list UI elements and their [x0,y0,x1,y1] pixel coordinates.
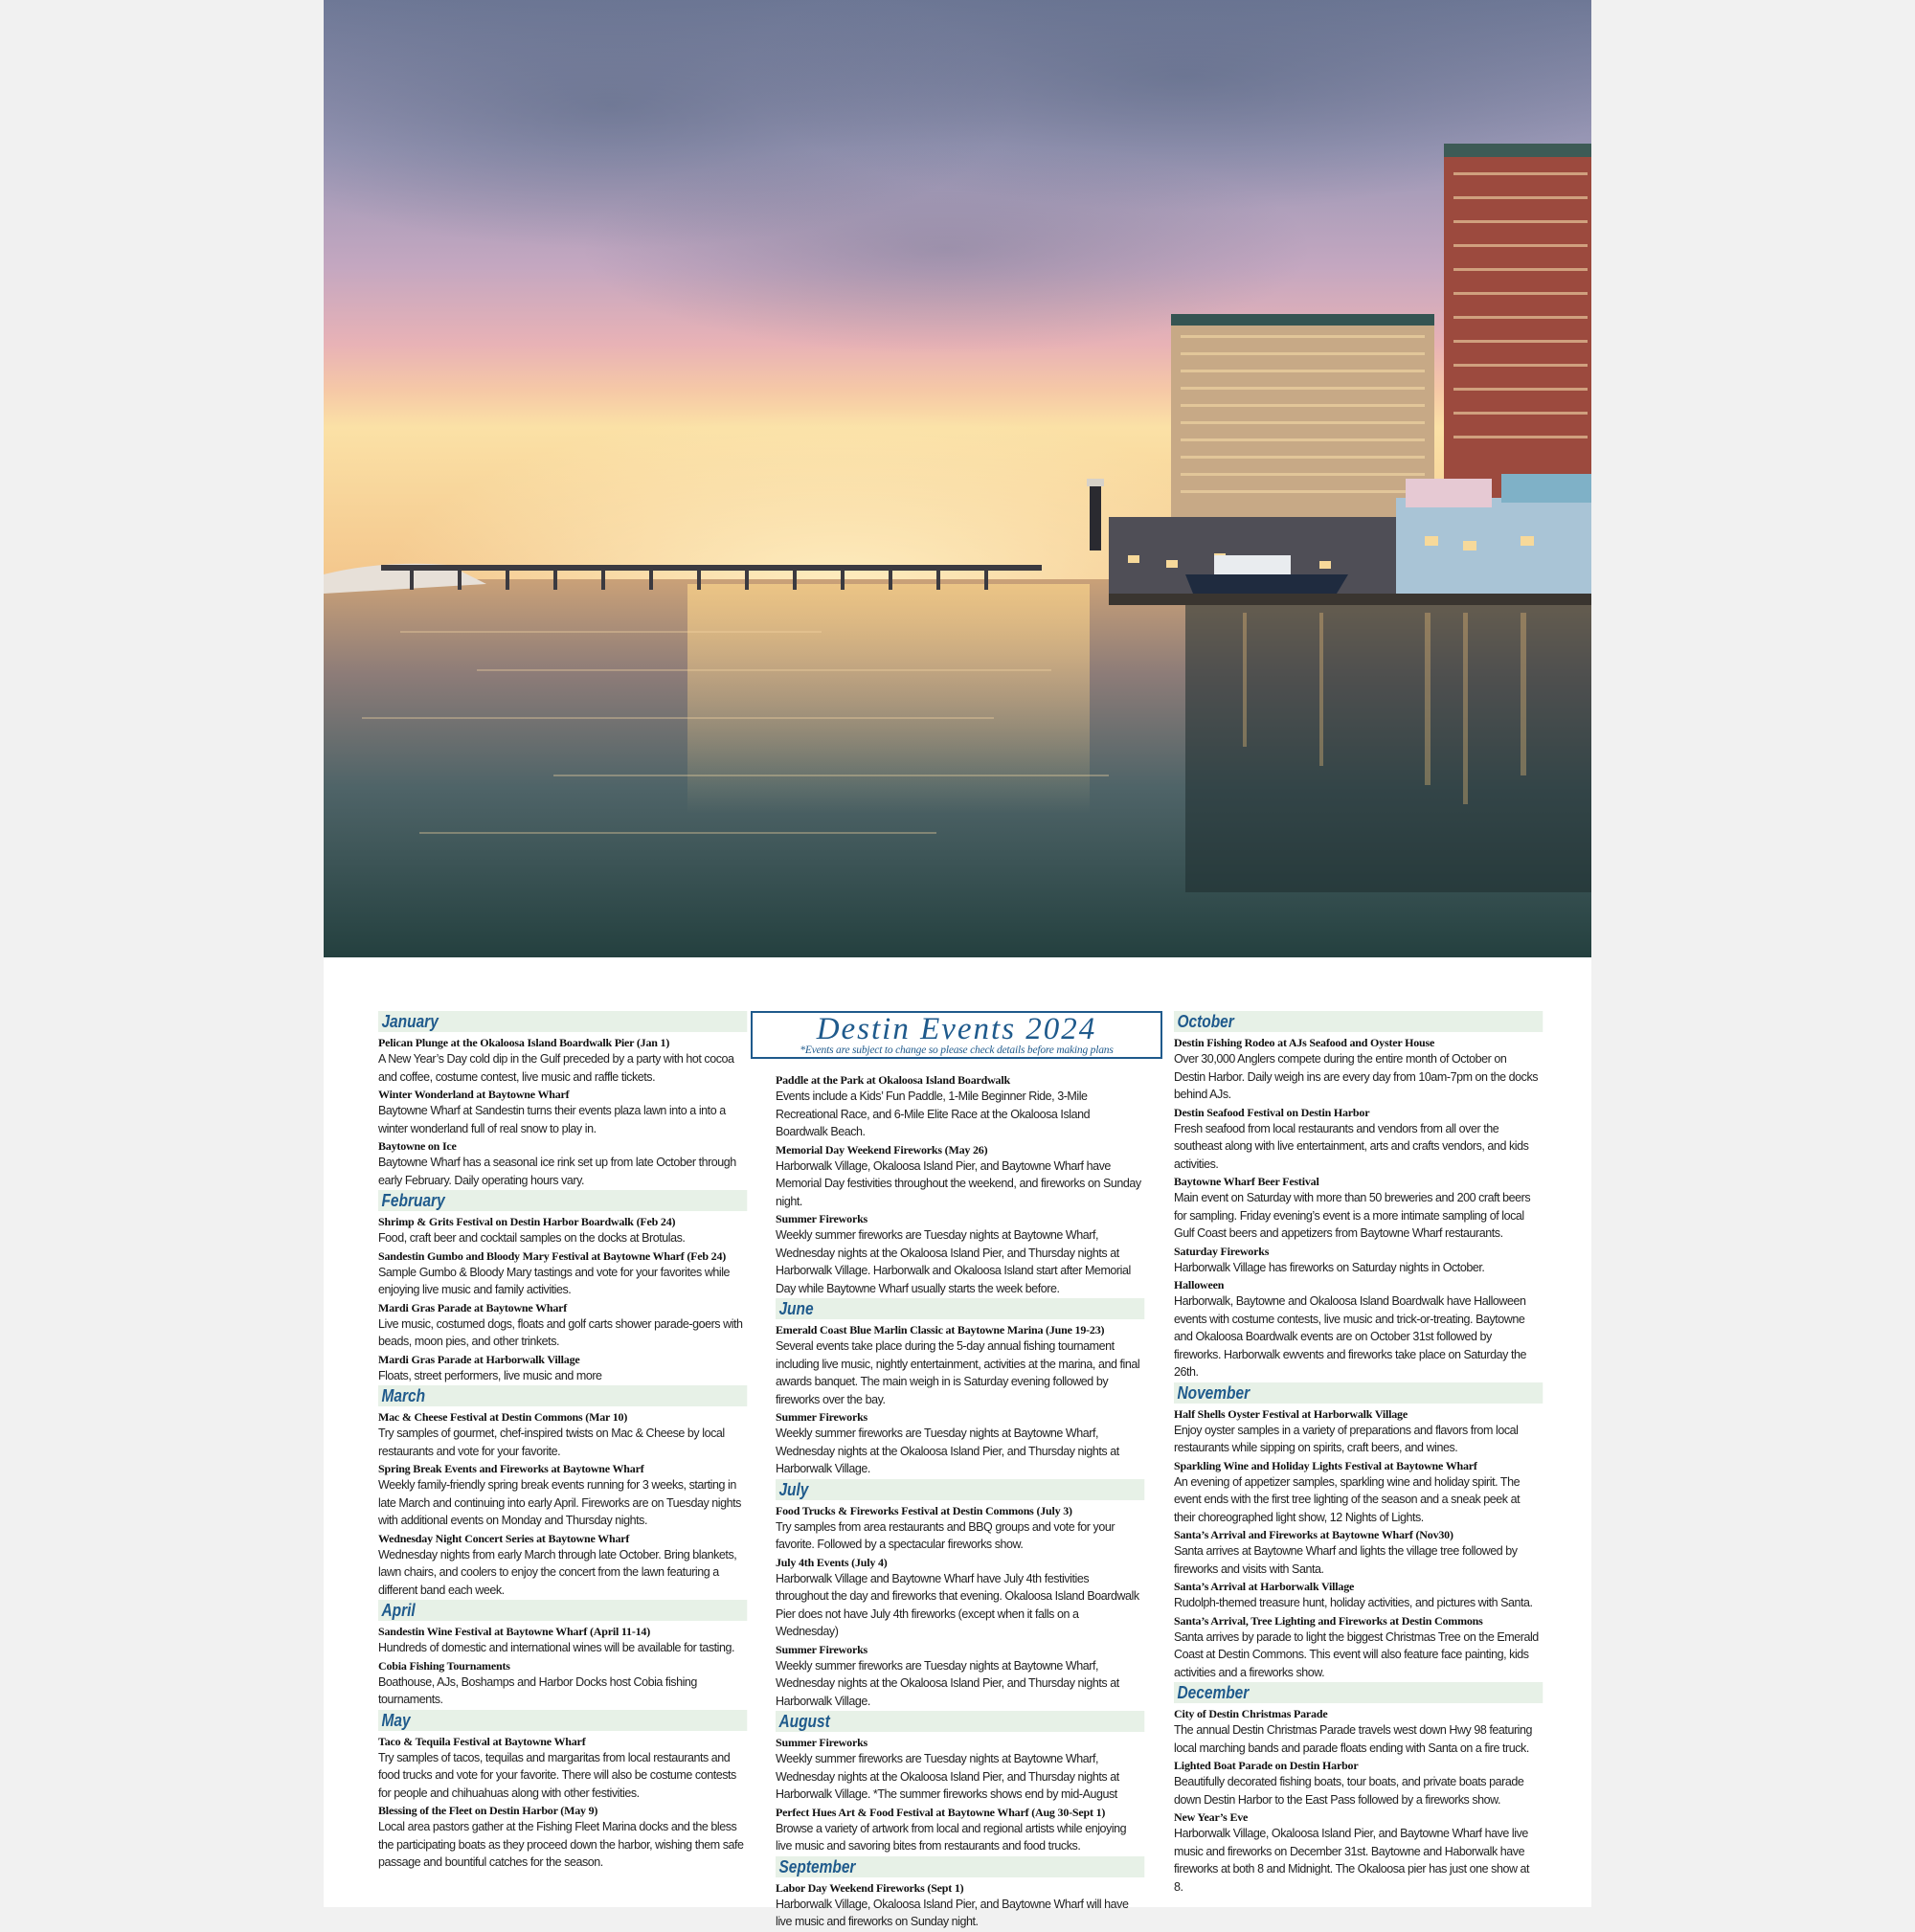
month-heading: September [776,1856,1144,1877]
event-title: Blessing of the Fleet on Destin Harbor (May 9) [378,1804,598,1817]
event-description: Main event on Saturday with more than 50 breweries and 200 craft beers for sampling. Friday evening’s event is a more intimate sampling of local Gulf Coast beers and appetizers from Baytowne Wharf restaurants. [1174,1191,1531,1240]
event-title: Santa’s Arrival at Harborwalk Village [1174,1580,1355,1593]
left-column [378,1011,744,1873]
month-heading: May [378,1710,747,1731]
event-title: Sparkling Wine and Holiday Lights Festival at Baytowne Wharf [1174,1458,1477,1472]
event-description: A New Year’s Day cold dip in the Gulf preceded by a party with hot cocoa and coffee, costume contest, live music and raffle tickets. [378,1052,734,1084]
event-description: Floats, street performers, live music and more [378,1368,602,1382]
harbor-sunset-photo [324,0,1591,957]
event-title: Santa’s Arrival and Fireworks at Baytowne Wharf (Nov30) [1174,1528,1453,1541]
event-title: Cobia Fishing Tournaments [378,1658,510,1673]
event-title: Baytowne Wharf Beer Festival [1174,1175,1319,1188]
events-header [751,1011,1162,1059]
event-title: Winter Wonderland at Baytowne Wharf [378,1088,570,1101]
event-title: Food Trucks & Fireworks Festival at Destin Commons (July 3) [776,1503,1072,1517]
event-title: Shrimp & Grits Festival on Destin Harbor Boardwalk (Feb 24) [378,1215,676,1228]
event-description: Weekly summer fireworks are Tuesday nights at Baytowne Wharf, Wednesday nights at the Okaloosa Island Pier, and Thursday nights at Harborwalk Village. [776,1658,1119,1708]
month-heading: June [776,1298,1144,1319]
middle-column [751,1011,1168,1932]
event-description: Several events take place during the 5-day annual fishing tournament including live music, nightly entertainment, activities at the marina, and final awards banquet. The main weigh in is Saturday evening followed by fireworks over the bay. [776,1339,1140,1406]
event-description: Enjoy oyster samples in a variety of preparations and flavors from local restaurants while sipping on spirits, craft beers, and wines. [1174,1423,1519,1454]
event-description: Santa arrives at Baytowne Wharf and lights the village tree followed by fireworks and visits with Santa. [1174,1544,1518,1576]
page [324,0,1591,1928]
event-description: Harborwalk Village, Okaloosa Island Pier, and Baytowne Wharf have live music and fireworks on December 31st. Baytowne and Haborwalk have fireworks at both 8 and Midnight. The Okaloosa pier has just one show at 8. [1174,1827,1530,1894]
event-description: Harborwalk Village has fireworks on Saturday nights in October. [1174,1260,1485,1274]
right-column [1174,1011,1540,1897]
disclaimer-note: *Events are subject to change so please check details before making plans [800,1045,1114,1056]
event-description: Santa arrives by parade to light the biggest Christmas Tree on the Emerald Coast at Destin Commons. This event will also feature face painting, kids activities and a fireworks show. [1174,1629,1539,1679]
event-description: Harborwalk, Baytowne and Okaloosa Island Boardwalk have Halloween events with costume contests, live music and trick-or-treating. Baytowne and Okaloosa Boardwalk events are on October 31st followed by fireworks. Harborwalk ewvents and fireworks take place on Saturday the 26th. [1174,1294,1526,1379]
event-description: Local area pastors gather at the Fishing Fleet Marina docks and the bless the participating boats as they proceed down the harbor, wishing them safe passage and bountiful catches for the season. [378,1820,744,1869]
month-heading: October [1174,1011,1543,1032]
event-description: Try samples from area restaurants and BBQ groups and vote for your favorite. Followed by a spectacular fireworks show. [776,1519,1115,1551]
event-title: Memorial Day Weekend Fireworks (May 26) [776,1142,988,1157]
event-title: Pelican Plunge at the Okaloosa Island Boardwalk Pier (Jan 1) [378,1036,670,1049]
event-description: Baytowne Wharf has a seasonal ice rink set up from late October through early February. Daily operating hours vary. [378,1156,736,1187]
event-title: New Year’s Eve [1174,1810,1249,1824]
event-title: Labor Day Weekend Fireworks (Sept 1) [776,1880,964,1895]
month-heading: December [1174,1682,1543,1703]
event-title: Summer Fireworks [776,1212,868,1225]
event-title: July 4th Events (July 4) [776,1555,888,1569]
event-title: Wednesday Night Concert Series at Baytowne Wharf [378,1531,630,1545]
event-title: Destin Fishing Rodeo at AJs Seafood and Oyster House [1174,1036,1435,1049]
event-description: Rudolph-themed treasure hunt, holiday activities, and pictures with Santa. [1174,1596,1533,1609]
event-description: Weekly summer fireworks are Tuesday nights at Baytowne Wharf, Wednesday nights at the Okaloosa Island Pier, and Thursday nights at Harborwalk Village. Harborwalk and Okaloosa Island start after Memorial Day while Baytowne Wharf usually starts the week before. [776,1228,1131,1295]
event-description: Weekly summer fireworks are Tuesday nights at Baytowne Wharf, Wednesday nights at the Okaloosa Island Pier, and Thursday nights at Harborwalk Village. *The summer fireworks shows end by mid-August [776,1752,1119,1801]
event-description: Baytowne Wharf at Sandestin turns their events plaza lawn into a into a winter wonderland full of real snow to play in. [378,1104,726,1135]
event-title: Emerald Coast Blue Marlin Classic at Baytowne Marina (June 19-23) [776,1323,1105,1337]
month-heading: March [378,1385,747,1406]
event-title: Sandestin Gumbo and Bloody Mary Festival at Baytowne Wharf (Feb 24) [378,1248,727,1263]
event-description: Sample Gumbo & Bloody Mary tastings and vote for your favorites while enjoying live music and family activities. [378,1265,731,1296]
event-description: Try samples of gourmet, chef-inspired twists on Mac & Cheese by local restaurants and vote for your favorite. [378,1427,725,1458]
event-description: Boathouse, AJs, Boshamps and Harbor Docks host Cobia fishing tournaments. [378,1674,697,1706]
event-description: Events include a Kids’ Fun Paddle, 1-Mile Beginner Ride, 3-Mile Recreational Race, and 6-Mile Elite Race at the Okaloosa Island Boardwalk Beach. [776,1090,1091,1138]
page-title: Destin Events 2024 [816,1012,1097,1046]
event-title: Destin Seafood Festival on Destin Harbor [1174,1105,1370,1119]
month-heading: November [1174,1382,1543,1404]
event-description: Weekly family-friendly spring break events running for 3 weeks, starting in late March and continuing into early April. Fireworks are on Tuesday nights with additional events on Monday and Thursday nights. [378,1478,741,1527]
event-description: Food, craft beer and cocktail samples on the docks at Brotulas. [378,1231,686,1245]
event-title: Summer Fireworks [776,1410,868,1424]
month-heading: August [776,1711,1144,1732]
event-description: Harborwalk Village and Baytowne Wharf have July 4th festivities throughout the day and fireworks that evening. Okaloosa Island Boardwalk Pier does not have July 4th fireworks (except when it falls on a Wednesday) [776,1571,1139,1638]
event-description: Browse a variety of artwork from local and regional artists while enjoying live music and savoring bites from restaurants and food trucks. [776,1821,1127,1853]
event-title: Saturday Fireworks [1174,1244,1270,1258]
event-description: Live music, costumed dogs, floats and golf carts shower parade-goers with beads, moon pies, and other trinkets. [378,1316,743,1348]
event-title: Sandestin Wine Festival at Baytowne Wharf (April 11-14) [378,1625,651,1638]
event-title: Halloween [1174,1278,1225,1292]
event-title: Spring Break Events and Fireworks at Baytowne Wharf [378,1462,644,1475]
event-title: Mardi Gras Parade at Baytowne Wharf [378,1300,568,1314]
event-description: Wednesday nights from early March through late October. Bring blankets, lawn chairs, and coolers to enjoy the concert from the lawn featuring a different band each week. [378,1547,737,1597]
month-heading: January [378,1011,747,1032]
event-description: Harborwalk Village, Okaloosa Island Pier, and Baytowne Wharf have Memorial Day festivities throughout the weekend, and fireworks on Sunday night. [776,1158,1141,1208]
event-title: Summer Fireworks [776,1736,868,1749]
event-description: Harborwalk Village, Okaloosa Island Pier, and Baytowne Wharf will have live music and fireworks on Sunday night. [776,1897,1129,1928]
event-title: City of Destin Christmas Parade [1174,1707,1328,1720]
event-description: Hundreds of domestic and international wines will be available for tasting. [378,1641,735,1654]
event-description: Beautifully decorated fishing boats, tour boats, and private boats parade down Destin Harbor to the East Pass followed by a fireworks show. [1174,1775,1524,1807]
event-title: Lighted Boat Parade on Destin Harbor [1174,1759,1359,1772]
event-title: Baytowne on Ice [378,1139,457,1153]
event-description: Try samples of tacos, tequilas and margaritas from local restaurants and food trucks and vote for your favorite. There will also be costume contests for people and chihuahuas along with other festivities. [378,1750,736,1800]
month-heading: July [776,1479,1144,1500]
event-title: Paddle at the Park at Okaloosa Island Boardwalk [776,1073,1010,1087]
event-description: Fresh seafood from local restaurants and vendors from all over the southeast along with live entertainment, arts and crafts vendors, and kids activities. [1174,1121,1529,1171]
event-title: Summer Fireworks [776,1642,868,1656]
event-title: Santa’s Arrival, Tree Lighting and Fireworks at Destin Commons [1174,1613,1483,1628]
event-description: Over 30,000 Anglers compete during the entire month of October on Destin Harbor. Daily weigh ins are every day from 10am-7pm on the docks behind AJs. [1174,1052,1539,1101]
event-title: Taco & Tequila Festival at Baytowne Wharf [378,1734,586,1748]
event-title: Perfect Hues Art & Food Festival at Baytowne Wharf (Aug 30-Sept 1) [776,1805,1106,1819]
event-title: Mardi Gras Parade at Harborwalk Village [378,1352,580,1366]
event-description: An evening of appetizer samples, sparkling wine and holiday spirit. The event ends with the first tree lighting of the season and a sneak peek at their choreographed light show, 12 Nights of Lights. [1174,1474,1521,1524]
event-title: Mac & Cheese Festival at Destin Commons (Mar 10) [378,1410,628,1424]
event-description: Weekly summer fireworks are Tuesday nights at Baytowne Wharf, Wednesday nights at the Okaloosa Island Pier, and Thursday nights at Harborwalk Village. [776,1427,1119,1475]
month-heading: April [378,1600,747,1621]
month-heading: February [378,1190,747,1211]
event-title: Half Shells Oyster Festival at Harborwalk Village [1174,1406,1408,1421]
event-description: The annual Destin Christmas Parade travels west down Hwy 98 featuring local marching bands and parade floats ending with Santa on a fire truck. [1174,1723,1533,1755]
